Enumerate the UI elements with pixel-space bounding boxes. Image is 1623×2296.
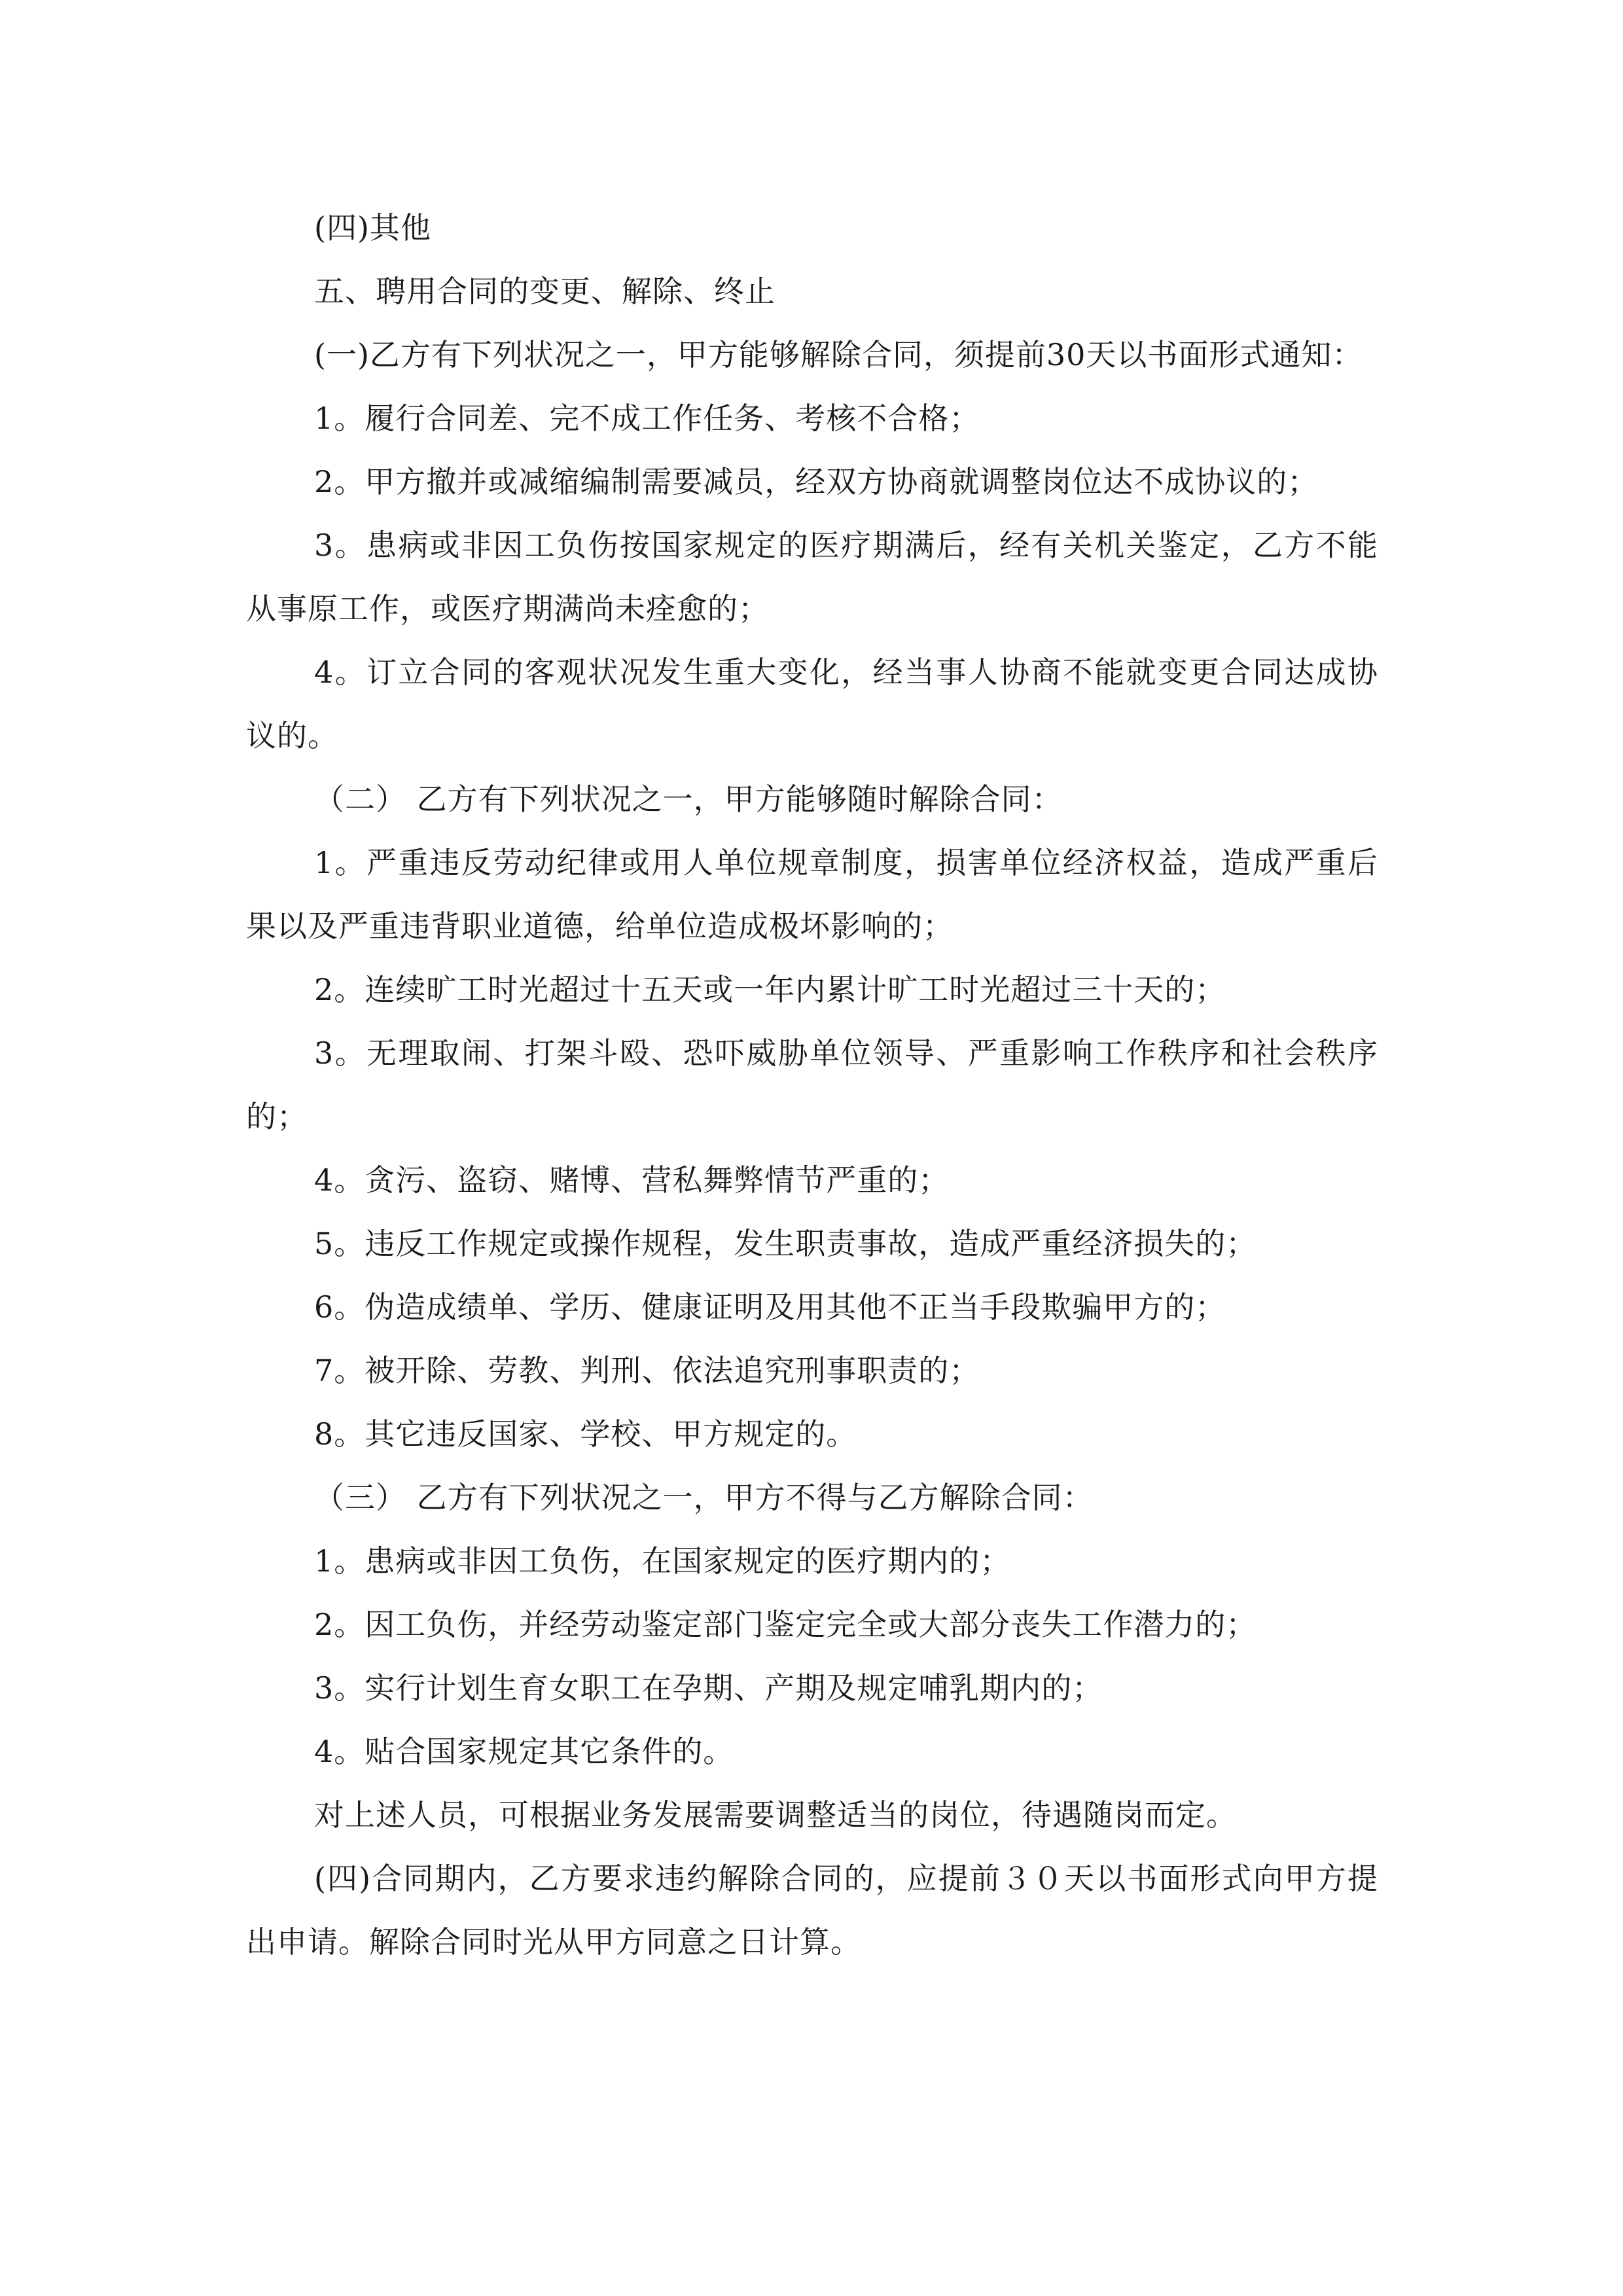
- clause-3-item-3: 3。实行计划生育女职工在孕期、产期及规定哺乳期内的；: [314, 1670, 1103, 1706]
- clause-3-intro: （三） 乙方有下列状况之一，甲方不得与乙方解除合同：: [314, 1480, 1094, 1515]
- clause-1-item-4: 4。订立合同的客观状况发生重大变化，经当事人协商不能就变更合同达成协议的。: [246, 655, 1378, 753]
- section-heading-5: 五、聘用合同的变更、解除、终止: [314, 274, 776, 309]
- clause-2-item-2: 2。连续旷工时光超过十五天或一年内累计旷工时光超过三十天的；: [314, 972, 1226, 1007]
- clause-2-item-5: 5。违反工作规定或操作规程，发生职责事故，造成严重经济损失的；: [314, 1226, 1257, 1261]
- document-body: [246, 196, 1378, 1974]
- clause-1-item-2: 2。甲方撤并或减缩编制需要减员，经双方协商就调整岗位达不成协议的；: [314, 464, 1319, 499]
- paragraph-other-4: (四)其他: [314, 210, 431, 245]
- clause-3-item-1: 1。患病或非因工负伤，在国家规定的医疗期内的；: [314, 1543, 1011, 1579]
- clause-2-intro: （二） 乙方有下列状况之一，甲方能够随时解除合同：: [314, 781, 1063, 817]
- clause-1-intro: (一)乙方有下列状况之一，甲方能够解除合同，须提前30天以书面形式通知：: [314, 337, 1363, 372]
- clause-4-body: (四)合同期内，乙方要求违约解除合同的，应提前３０天以书面形式向甲方提出申请。解除合同时光从甲方同意之日计算。: [246, 1861, 1378, 1960]
- clause-2-item-8: 8。其它违反国家、学校、甲方规定的。: [314, 1416, 857, 1452]
- clause-1-item-1: 1。履行合同差、完不成工作任务、考核不合格；: [314, 401, 980, 436]
- clause-3-item-4: 4。贴合国家规定其它条件的。: [314, 1734, 734, 1769]
- clause-2-item-6: 6。伪造成绩单、学历、健康证明及用其他不正当手段欺骗甲方的；: [314, 1289, 1226, 1325]
- clause-2-item-4: 4。贪污、盗窃、赌博、营私舞弊情节严重的；: [314, 1162, 950, 1198]
- clause-3-item-2: 2。因工负伤，并经劳动鉴定部门鉴定完全或大部分丧失工作潜力的；: [314, 1607, 1257, 1642]
- clause-2-item-3: 3。无理取闹、打架斗殴、恐吓威胁单位领导、严重影响工作秩序和社会秩序的；: [246, 1035, 1378, 1134]
- clause-1-item-3: 3。患病或非因工负伤按国家规定的医疗期满后，经有关机关鉴定，乙方不能从事原工作，或医疗期满尚未痊愈的；: [246, 528, 1378, 626]
- clause-3-note: 对上述人员，可根据业务发展需要调整适当的岗位，待遇随岗而定。: [314, 1797, 1237, 1833]
- clause-2-item-7: 7。被开除、劳教、判刑、依法追究刑事职责的；: [314, 1353, 980, 1388]
- clause-2-item-1: 1。严重违反劳动纪律或用人单位规章制度，损害单位经济权益，造成严重后果以及严重违背职业道德，给单位造成极坏影响的；: [246, 845, 1378, 944]
